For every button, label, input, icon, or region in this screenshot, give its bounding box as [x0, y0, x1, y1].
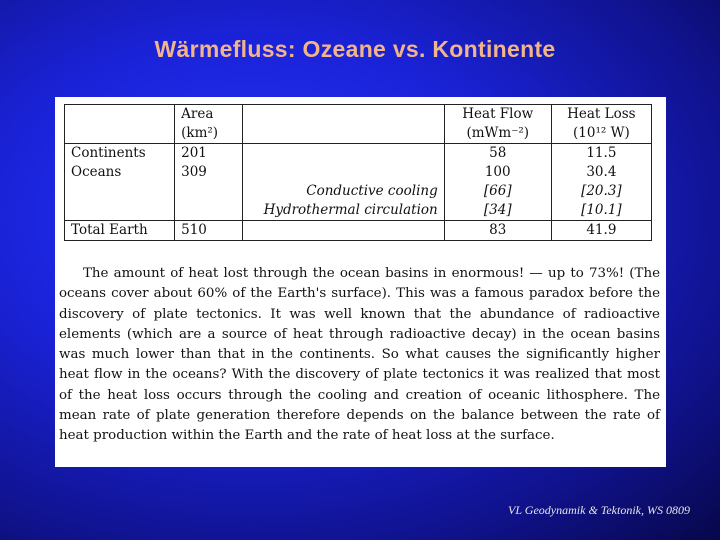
row-heat-flow: [66] — [444, 182, 551, 201]
body-paragraph-text: The amount of heat lost through the ocean basins in enormous! — up to 73%! (The oceans cover about 60% of the Earth's surface). This was a famous paradox before the discovery of plate tectonics. It was well known that the abundance of radioactive elements (which are a source of heat through radioactive decay) in the ocean basins was much lower than that in the continents. So what causes the significantly higher heat flow in the oceans? With the discovery of plate tectonics it was realized that most of the heat loss occurs through the cooling and creation of oceanic lithosphere. The mean rate of plate generation therefore depends on the balance between the rate of heat production within the Earth and the rate of heat loss at the surface. — [59, 266, 660, 444]
content-panel — [55, 97, 666, 467]
row-area — [175, 182, 243, 201]
header-heat-flow-unit: (mWm⁻²) — [444, 124, 551, 144]
row-heat-loss: [10.1] — [551, 201, 651, 221]
table-row-oceans — [65, 163, 652, 182]
row-name — [65, 201, 175, 221]
table-header-units-row — [65, 124, 652, 144]
row-area: 201 — [175, 144, 243, 164]
row-heat-loss: [20.3] — [551, 182, 651, 201]
row-name: Oceans — [65, 163, 175, 182]
header-heat-loss: Heat Loss — [551, 105, 651, 125]
slide-title: Wärmefluss: Ozeane vs. Kontinente — [154, 36, 556, 62]
row-heat-loss: 11.5 — [551, 144, 651, 164]
body-paragraph — [59, 264, 660, 447]
header-empty-cell — [65, 124, 175, 144]
row-heat-flow: [34] — [444, 201, 551, 221]
row-mid: Conductive cooling — [243, 182, 444, 201]
row-area: 309 — [175, 163, 243, 182]
total-area: 510 — [175, 221, 243, 241]
table-row-conductive-cooling — [65, 182, 652, 201]
total-blank — [243, 221, 444, 241]
header-heat-flow: Heat Flow — [444, 105, 551, 125]
row-mid — [243, 144, 444, 164]
header-blank — [243, 105, 444, 125]
header-area-unit: (km²) — [175, 124, 243, 144]
table-row-continents — [65, 144, 652, 164]
row-area — [175, 201, 243, 221]
row-name — [65, 182, 175, 201]
table-row-total — [65, 221, 652, 241]
header-heat-loss-unit: (10¹² W) — [551, 124, 651, 144]
row-heat-flow: 100 — [444, 163, 551, 182]
total-heat-loss: 41.9 — [551, 221, 651, 241]
table-header-row — [65, 105, 652, 125]
row-name: Continents — [65, 144, 175, 164]
row-heat-flow: 58 — [444, 144, 551, 164]
header-blank — [243, 124, 444, 144]
total-heat-flow: 83 — [444, 221, 551, 241]
row-mid — [243, 163, 444, 182]
slide-footer: VL Geodynamik & Tektonik, WS 0809 — [508, 503, 690, 517]
header-empty-cell — [65, 105, 175, 125]
header-area: Area — [175, 105, 243, 125]
total-name: Total Earth — [65, 221, 175, 241]
row-heat-loss: 30.4 — [551, 163, 651, 182]
heat-flow-table — [64, 104, 652, 241]
row-mid: Hydrothermal circulation — [243, 201, 444, 221]
table-row-hydrothermal-circulation — [65, 201, 652, 221]
